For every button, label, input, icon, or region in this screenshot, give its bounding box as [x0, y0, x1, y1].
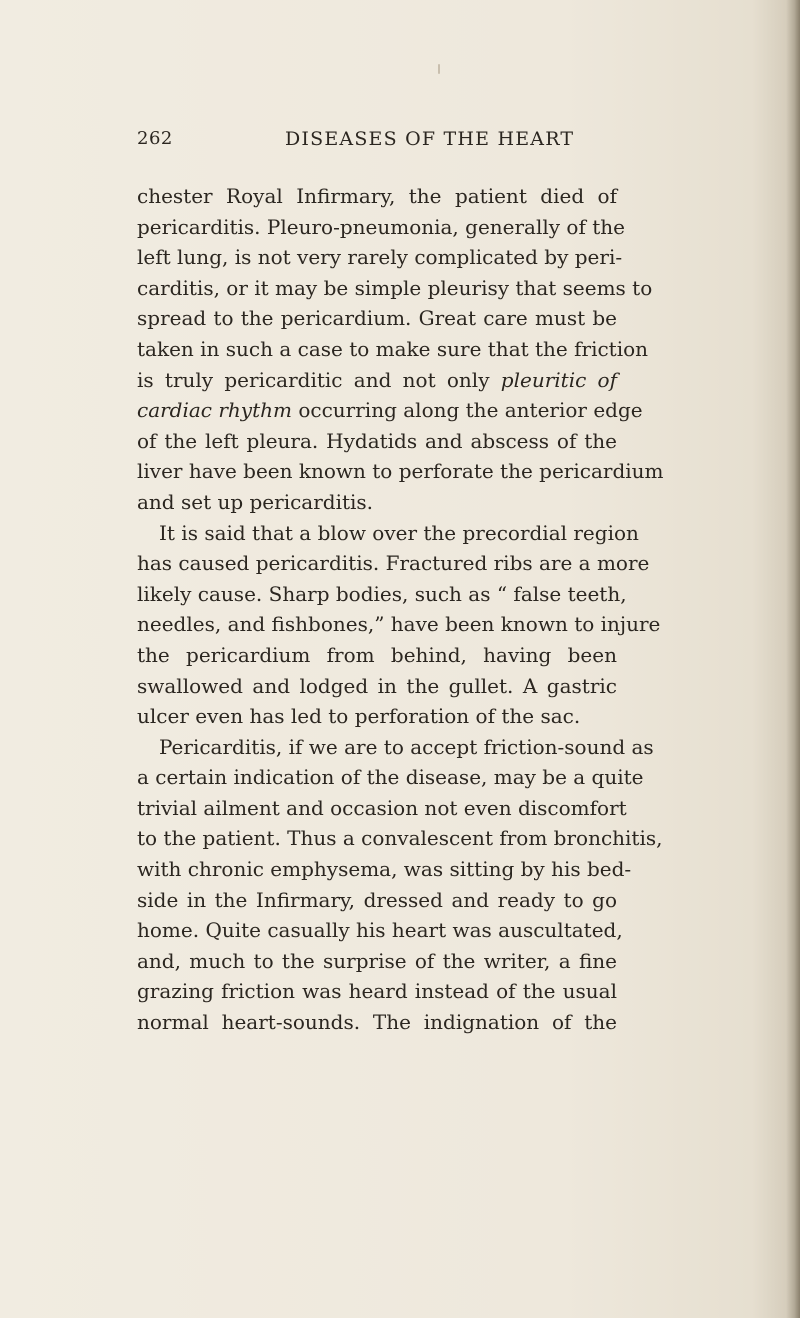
text-line: has caused pericarditis. Fractured ribs are a more	[137, 551, 650, 576]
text-line: and set up pericarditis.	[137, 489, 374, 514]
text-line	[137, 395, 643, 426]
text-line: the pericardium from behind, having been	[137, 642, 617, 667]
text-run: occurring along the anterior edge	[298, 398, 643, 423]
italic-text: pleuritic of	[500, 367, 618, 392]
text-line: Pericarditis, if we are to accept friction-sound as	[159, 734, 654, 759]
text-line: home. Quite casually his heart was auscultated,	[137, 918, 623, 943]
text-line: grazing friction was heard instead of the usual	[137, 979, 617, 1004]
text-line: carditis, or it may be simple pleurisy that seems to	[137, 275, 653, 300]
page-edge-shadow	[786, 0, 800, 1318]
text-line: a certain indication of the disease, may be a quite	[137, 765, 644, 790]
page-number: 262	[137, 128, 173, 149]
text-line: liver have been known to perforate the pericardium	[137, 459, 664, 484]
text-line: spread to the pericardium. Great care must be	[137, 306, 617, 331]
text-line: ulcer even has led to perforation of the sac.	[137, 704, 581, 729]
running-head	[137, 128, 617, 156]
text-line: likely cause. Sharp bodies, such as “ false teeth,	[137, 581, 627, 606]
text-line: with chronic emphysema, was sitting by his bed-	[137, 857, 632, 882]
text-line: It is said that a blow over the precordial region	[159, 520, 639, 545]
text-line: pericarditis. Pleuro-pneumonia, generally of the	[137, 214, 625, 239]
body-text	[137, 181, 664, 1038]
text-line: trivial ailment and occasion not even discomfort	[137, 795, 627, 820]
text-run: is truly pericarditic and not only	[137, 367, 490, 392]
text-line: side in the Infirmary, dressed and ready to go	[137, 887, 617, 912]
text-line: left lung, is not very rarely complicated by peri-	[137, 245, 623, 270]
text-line: of the left pleura. Hydatids and abscess of the	[137, 428, 617, 453]
text-line: and, much to the surprise of the writer, a fine	[137, 948, 617, 973]
text-line	[137, 365, 617, 396]
running-title: DISEASES OF THE HEART	[285, 128, 575, 150]
text-line: swallowed and lodged in the gullet. A gastric	[137, 673, 617, 698]
text-line: to the patient. Thus a convalescent from bronchitis,	[137, 826, 663, 851]
text-line: normal heart-sounds. The indignation of the	[137, 1010, 617, 1035]
text-line: needles, and fishbones,” have been known to injure	[137, 612, 661, 637]
text-line: taken in such a case to make sure that the friction	[137, 336, 649, 361]
text-line: chester Royal Infirmary, the patient died of	[137, 184, 617, 208]
paper-speck	[438, 64, 440, 74]
italic-text: cardiac rhythm	[137, 398, 292, 423]
